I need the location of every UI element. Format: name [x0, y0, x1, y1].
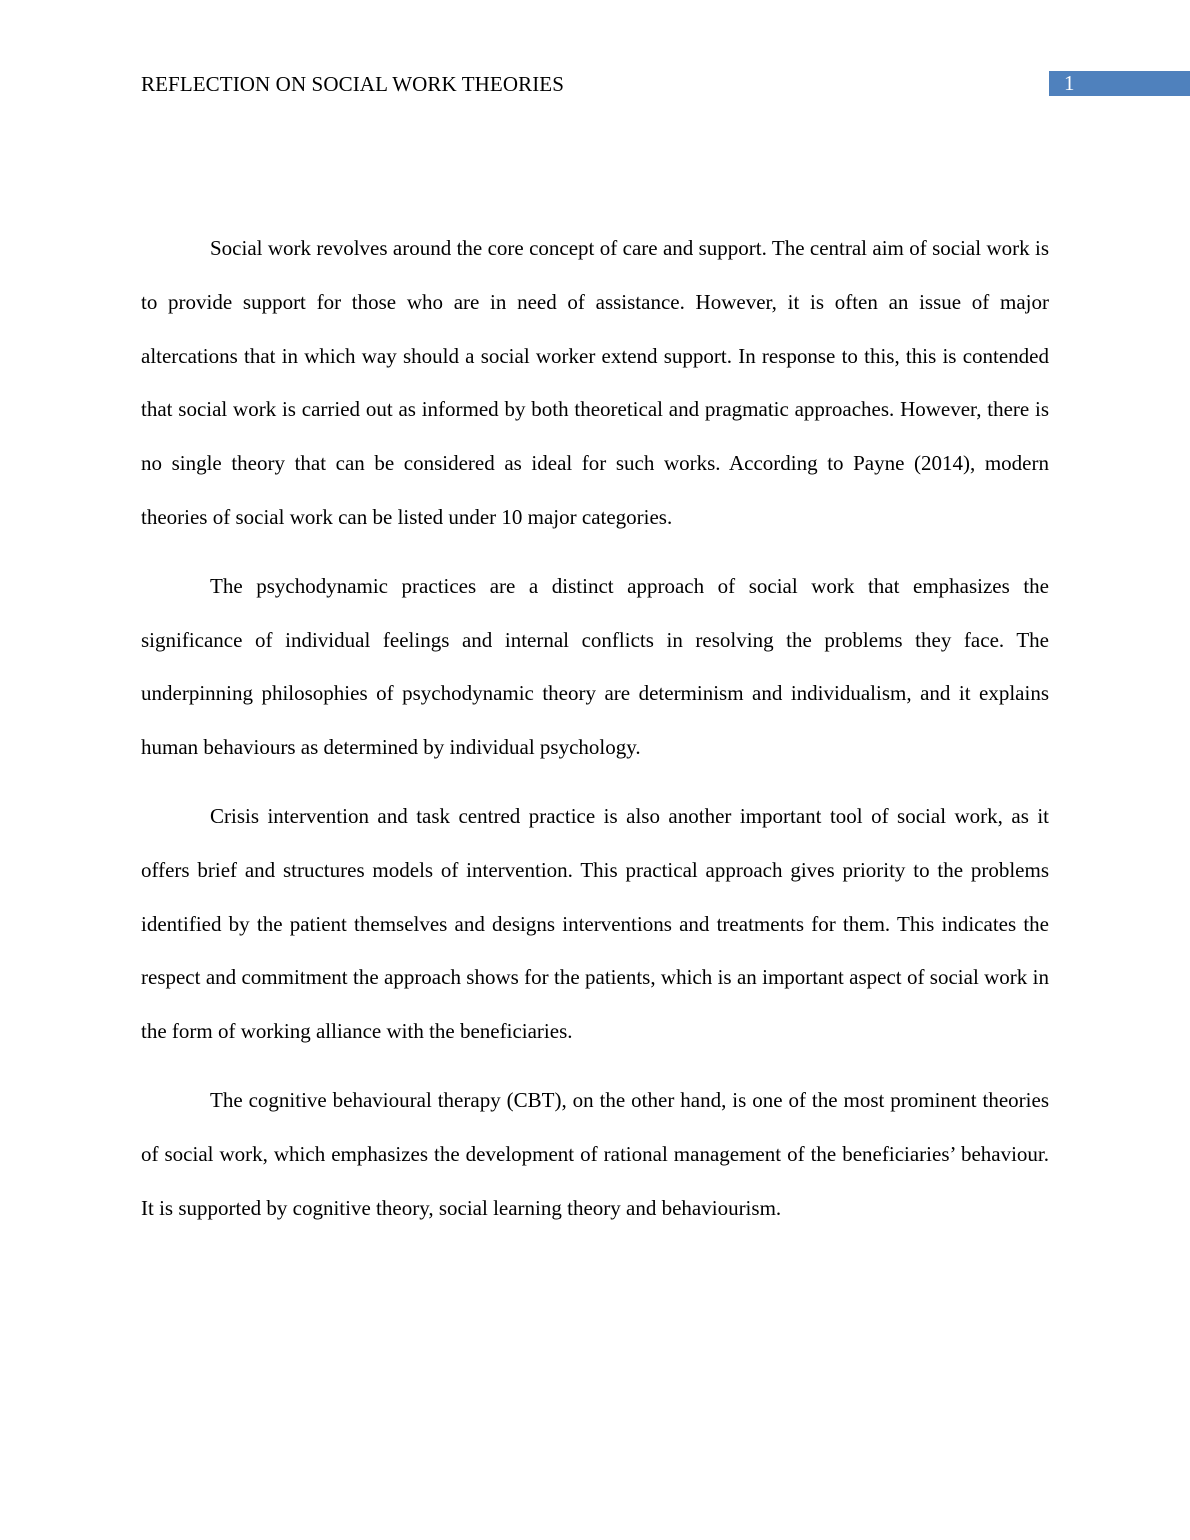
paragraph-crisis-intervention: Crisis intervention and task centred practice is also another important tool of social work, as it offers brief and structures models of intervention. This practical approach gives priority to the problems identified by the patient themselves and designs interventions and treatments for them. This indicates the respect and commitment the approach shows for the patients, which is an important aspect of social work in the form of working alliance with the beneficiaries. [141, 803, 1049, 1044]
document-body [141, 222, 1049, 1250]
page-number: 1 [1064, 71, 1075, 95]
paragraph-psychodynamic: The psychodynamic practices are a distinct approach of social work that emphasizes the significance of individual feelings and internal conflicts in resolving the problems they face. The underpinning philosophies of psychodynamic theory are determinism and individualism, and it explains human behaviours as determined by individual psychology. [141, 573, 1049, 760]
paragraph-cbt: The cognitive behavioural therapy (CBT), on the other hand, is one of the most prominent theories of social work, which emphasizes the development of rational management of the beneficiaries’ behaviour. It is supported by cognitive theory, social learning theory and behaviourism. [141, 1087, 1049, 1220]
page-header [0, 0, 1190, 110]
page-number-box [1049, 71, 1190, 96]
paragraph-intro: Social work revolves around the core concept of care and support. The central aim of social work is to provide support for those who are in need of assistance. However, it is often an issue of major altercations that in which way should a social worker extend support. In response to this, this is contended that social work is carried out as informed by both theoretical and pragmatic approaches. However, there is no single theory that can be considered as ideal for such works. According to Payne (2014), modern theories of social work can be listed under 10 major categories. [141, 236, 1049, 529]
running-head: REFLECTION ON SOCIAL WORK THEORIES [141, 72, 565, 96]
